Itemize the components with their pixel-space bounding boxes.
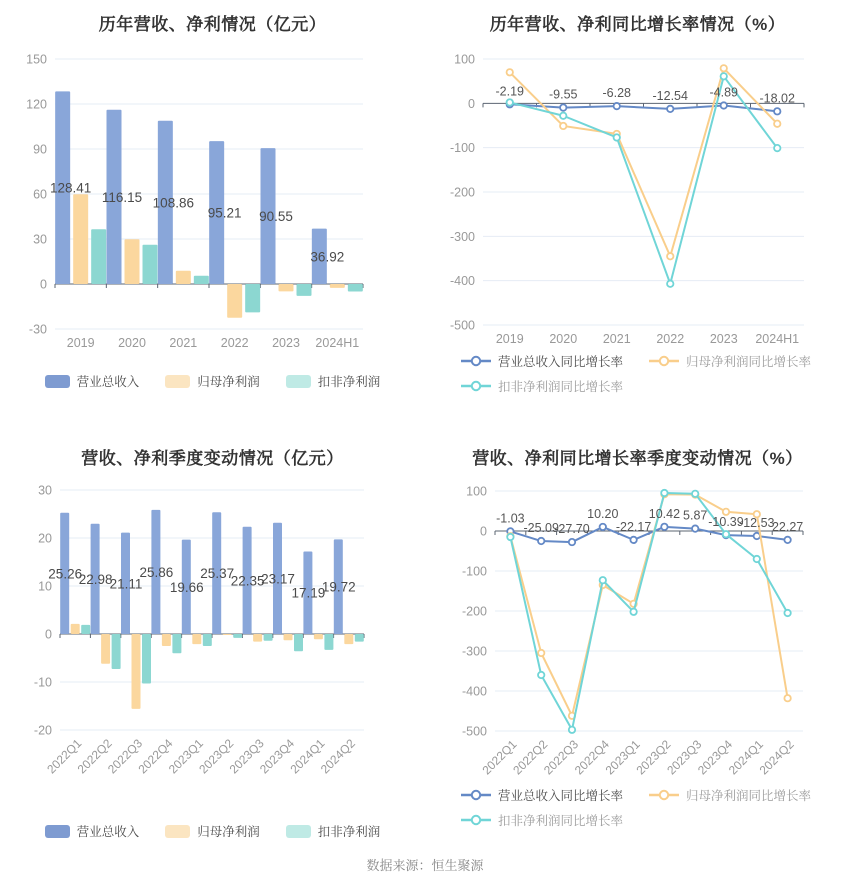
legend-label: 营业总收入同比增长率 bbox=[498, 355, 624, 369]
svg-text:100: 100 bbox=[454, 52, 475, 67]
bar[interactable] bbox=[294, 634, 303, 651]
bar[interactable] bbox=[192, 634, 201, 644]
quarterly-growth-chart-canvas bbox=[425, 430, 850, 845]
svg-text:2023: 2023 bbox=[709, 332, 738, 346]
line-marker-icon bbox=[461, 355, 491, 367]
data-point[interactable] bbox=[754, 556, 760, 562]
x-axis-labels bbox=[496, 332, 799, 346]
data-point[interactable] bbox=[721, 73, 727, 79]
svg-text:0: 0 bbox=[468, 96, 475, 111]
bar-swatch-icon bbox=[45, 375, 70, 388]
svg-text:22.98: 22.98 bbox=[78, 571, 113, 587]
svg-text:2022Q1: 2022Q1 bbox=[44, 736, 85, 777]
bar[interactable] bbox=[355, 634, 364, 642]
data-point[interactable] bbox=[600, 524, 606, 530]
data-point[interactable] bbox=[630, 609, 636, 615]
quarterly-values-chart-panel bbox=[0, 430, 425, 845]
data-point[interactable] bbox=[774, 121, 780, 127]
bar[interactable] bbox=[71, 624, 80, 634]
data-point[interactable] bbox=[560, 123, 566, 129]
svg-text:-400: -400 bbox=[461, 684, 487, 699]
svg-text:36.92: 36.92 bbox=[310, 249, 345, 265]
svg-text:-100: -100 bbox=[461, 564, 487, 579]
data-point[interactable] bbox=[661, 524, 667, 530]
svg-text:2024Q1: 2024Q1 bbox=[287, 736, 328, 777]
data-point[interactable] bbox=[667, 253, 673, 259]
legend-label: 扣非净利润同比增长率 bbox=[498, 814, 624, 828]
y-grid bbox=[34, 484, 364, 738]
svg-text:-300: -300 bbox=[449, 229, 475, 244]
svg-text:2022: 2022 bbox=[656, 332, 685, 346]
x-axis-labels bbox=[67, 336, 360, 350]
svg-text:-12.53: -12.53 bbox=[739, 516, 775, 531]
svg-text:19.72: 19.72 bbox=[321, 579, 356, 595]
svg-text:2023Q2: 2023Q2 bbox=[196, 736, 237, 777]
bar[interactable] bbox=[143, 245, 158, 284]
legend-item-1[interactable] bbox=[165, 372, 260, 390]
svg-text:10: 10 bbox=[38, 579, 52, 594]
line-marker-icon bbox=[461, 789, 491, 801]
bar[interactable] bbox=[125, 239, 140, 284]
data-point[interactable] bbox=[507, 69, 513, 75]
bar-swatch-icon bbox=[45, 825, 70, 838]
svg-text:2023: 2023 bbox=[272, 336, 300, 350]
svg-text:2022Q4: 2022Q4 bbox=[571, 737, 612, 778]
svg-text:0: 0 bbox=[40, 277, 47, 292]
bar[interactable] bbox=[279, 284, 294, 291]
svg-text:22.27: 22.27 bbox=[771, 519, 804, 534]
legend-label: 归母净利润 bbox=[197, 375, 260, 389]
chart-legend bbox=[461, 786, 839, 829]
data-point[interactable] bbox=[507, 99, 513, 105]
data-source-note: 数据来源：恒生聚源 bbox=[366, 858, 484, 873]
bar-swatch-icon bbox=[286, 825, 311, 838]
svg-text:-30: -30 bbox=[28, 322, 47, 337]
bar[interactable] bbox=[324, 634, 333, 650]
svg-text:19.66: 19.66 bbox=[169, 579, 204, 595]
legend-item-2[interactable] bbox=[461, 377, 623, 395]
data-point[interactable] bbox=[692, 525, 698, 531]
svg-text:2022: 2022 bbox=[220, 336, 249, 350]
legend-label: 归母净利润同比增长率 bbox=[686, 355, 812, 369]
data-point[interactable] bbox=[754, 533, 760, 539]
svg-text:2020: 2020 bbox=[549, 332, 578, 346]
legend-label: 归母净利润同比增长率 bbox=[686, 789, 812, 803]
line-marker-icon bbox=[649, 789, 679, 801]
bar[interactable] bbox=[344, 634, 353, 644]
bar[interactable] bbox=[91, 229, 106, 284]
svg-text:90.55: 90.55 bbox=[259, 209, 293, 225]
data-point[interactable] bbox=[667, 281, 673, 287]
data-point[interactable] bbox=[538, 672, 544, 678]
svg-text:2023Q3: 2023Q3 bbox=[226, 736, 267, 777]
svg-text:-10: -10 bbox=[33, 675, 52, 690]
svg-text:2019: 2019 bbox=[66, 336, 95, 350]
data-point[interactable] bbox=[721, 102, 727, 108]
data-point[interactable] bbox=[667, 106, 673, 112]
svg-text:2019: 2019 bbox=[495, 332, 524, 346]
bar-swatch-icon bbox=[286, 375, 311, 388]
bar[interactable] bbox=[172, 634, 181, 653]
svg-text:25.86: 25.86 bbox=[139, 564, 174, 580]
legend-item-1[interactable] bbox=[165, 822, 260, 840]
data-point[interactable] bbox=[614, 103, 620, 109]
svg-text:-1.03: -1.03 bbox=[496, 511, 525, 526]
quarterly-growth-chart-panel bbox=[425, 430, 850, 845]
bar[interactable] bbox=[203, 634, 212, 646]
bar[interactable] bbox=[176, 271, 191, 284]
svg-text:5.87: 5.87 bbox=[683, 508, 708, 523]
legend-item-1[interactable] bbox=[649, 786, 811, 804]
legend-label: 营业总收入 bbox=[76, 825, 140, 839]
bar[interactable] bbox=[330, 284, 345, 288]
svg-text:25.37: 25.37 bbox=[200, 566, 235, 582]
svg-text:2022Q3: 2022Q3 bbox=[105, 736, 146, 777]
chart-title: 营收、净利同比增长率季度变动情况（%） bbox=[472, 449, 803, 468]
data-point[interactable] bbox=[774, 145, 780, 151]
svg-text:2023Q4: 2023Q4 bbox=[695, 737, 736, 778]
svg-text:-200: -200 bbox=[461, 604, 487, 619]
data-point[interactable] bbox=[784, 695, 790, 701]
svg-text:108.86: 108.86 bbox=[152, 195, 194, 211]
data-point[interactable] bbox=[569, 727, 575, 733]
svg-text:-100: -100 bbox=[449, 141, 475, 156]
legend-label: 营业总收入同比增长率 bbox=[498, 789, 624, 803]
svg-text:30: 30 bbox=[38, 483, 52, 498]
bar[interactable] bbox=[101, 634, 110, 664]
bar[interactable] bbox=[348, 284, 363, 292]
svg-text:2023Q4: 2023Q4 bbox=[257, 736, 298, 777]
bar[interactable] bbox=[264, 634, 273, 641]
bar[interactable] bbox=[227, 284, 242, 318]
data-point[interactable] bbox=[723, 531, 729, 537]
legend-label: 归母净利润 bbox=[197, 825, 260, 839]
x-axis-labels bbox=[479, 737, 797, 777]
chart-title: 历年营收、净利同比增长率情况（%） bbox=[489, 15, 786, 34]
quarterly-values-chart-canvas bbox=[0, 430, 425, 845]
svg-text:2024H1: 2024H1 bbox=[315, 336, 360, 350]
chart-legend bbox=[461, 352, 839, 395]
legend-item-0[interactable] bbox=[45, 372, 140, 390]
svg-text:-4.89: -4.89 bbox=[709, 85, 738, 100]
svg-text:90: 90 bbox=[33, 142, 47, 157]
data-point[interactable] bbox=[784, 537, 790, 543]
data-point[interactable] bbox=[774, 108, 780, 114]
data-point[interactable] bbox=[692, 491, 698, 497]
bar[interactable] bbox=[81, 625, 90, 634]
svg-text:-9.55: -9.55 bbox=[549, 87, 578, 102]
svg-text:95.21: 95.21 bbox=[207, 205, 242, 221]
data-point[interactable] bbox=[723, 509, 729, 515]
svg-text:150: 150 bbox=[26, 52, 47, 67]
bar[interactable] bbox=[112, 634, 121, 669]
legend-label: 营业总收入 bbox=[76, 375, 140, 389]
data-point[interactable] bbox=[538, 538, 544, 544]
bar[interactable] bbox=[233, 634, 242, 638]
bar[interactable] bbox=[73, 194, 88, 284]
line-series-1 bbox=[507, 65, 781, 259]
data-point[interactable] bbox=[560, 113, 566, 119]
svg-text:2024H1: 2024H1 bbox=[755, 332, 800, 346]
svg-text:2024Q1: 2024Q1 bbox=[725, 737, 766, 778]
bar[interactable] bbox=[253, 634, 262, 642]
svg-text:2024Q2: 2024Q2 bbox=[756, 737, 797, 778]
svg-text:116.15: 116.15 bbox=[101, 189, 143, 205]
svg-text:10.20: 10.20 bbox=[587, 506, 619, 521]
data-point[interactable] bbox=[630, 537, 636, 543]
annual-values-chart-panel bbox=[0, 0, 425, 430]
bar-swatch-icon bbox=[165, 825, 190, 838]
line-marker-icon bbox=[461, 814, 491, 826]
legend-label: 扣非净利润 bbox=[317, 825, 381, 839]
svg-text:-2.19: -2.19 bbox=[495, 84, 524, 99]
x-axis-labels bbox=[44, 736, 358, 776]
svg-text:-500: -500 bbox=[449, 318, 475, 333]
bar[interactable] bbox=[314, 634, 323, 639]
svg-text:-20: -20 bbox=[33, 723, 52, 738]
svg-text:-500: -500 bbox=[461, 724, 487, 739]
line-marker-icon bbox=[461, 380, 491, 392]
chart-title: 营收、净利季度变动情况（亿元） bbox=[81, 449, 344, 468]
legend-label: 扣非净利润 bbox=[317, 375, 381, 389]
svg-text:21.11: 21.11 bbox=[109, 576, 143, 592]
svg-text:2022Q1: 2022Q1 bbox=[479, 737, 520, 778]
data-point[interactable] bbox=[569, 539, 575, 545]
annual-growth-chart-panel bbox=[425, 0, 850, 430]
svg-text:120: 120 bbox=[26, 97, 47, 112]
svg-text:10.42: 10.42 bbox=[648, 506, 681, 521]
svg-text:-18.02: -18.02 bbox=[759, 91, 795, 106]
svg-text:60: 60 bbox=[33, 187, 47, 202]
svg-text:22.35: 22.35 bbox=[230, 573, 265, 589]
legend-item-0[interactable] bbox=[45, 822, 140, 840]
data-point[interactable] bbox=[784, 610, 790, 616]
svg-text:-22.17: -22.17 bbox=[615, 519, 652, 534]
chart-legend bbox=[0, 822, 425, 840]
svg-text:-300: -300 bbox=[461, 644, 487, 659]
data-point[interactable] bbox=[600, 577, 606, 583]
bar[interactable] bbox=[132, 634, 141, 709]
svg-text:2023Q2: 2023Q2 bbox=[633, 737, 674, 778]
svg-text:2022Q4: 2022Q4 bbox=[135, 736, 176, 777]
svg-text:30: 30 bbox=[33, 232, 47, 247]
svg-text:2022Q3: 2022Q3 bbox=[541, 737, 582, 778]
legend-item-0[interactable] bbox=[461, 352, 623, 370]
svg-text:20: 20 bbox=[38, 531, 52, 546]
svg-text:25.26: 25.26 bbox=[48, 566, 83, 582]
bar[interactable] bbox=[194, 276, 209, 284]
data-point[interactable] bbox=[721, 65, 727, 71]
svg-text:2023Q1: 2023Q1 bbox=[165, 736, 206, 777]
bar[interactable] bbox=[223, 634, 232, 635]
data-point[interactable] bbox=[560, 104, 566, 110]
chart-title: 历年营收、净利情况（亿元） bbox=[98, 15, 327, 34]
bar[interactable] bbox=[297, 284, 312, 296]
bar-swatch-icon bbox=[165, 375, 190, 388]
svg-text:100: 100 bbox=[466, 484, 487, 499]
legend-item-0[interactable] bbox=[461, 786, 623, 804]
bar[interactable] bbox=[162, 634, 171, 646]
legend-item-2[interactable] bbox=[286, 372, 381, 390]
svg-text:2021: 2021 bbox=[602, 332, 631, 346]
svg-text:-25.09: -25.09 bbox=[523, 521, 559, 536]
svg-text:2022Q2: 2022Q2 bbox=[510, 737, 551, 778]
svg-text:23.17: 23.17 bbox=[261, 571, 295, 587]
legend-item-1[interactable] bbox=[649, 352, 811, 370]
svg-text:2023Q1: 2023Q1 bbox=[602, 737, 643, 778]
svg-text:-200: -200 bbox=[449, 185, 475, 200]
svg-text:2024Q2: 2024Q2 bbox=[317, 736, 358, 777]
line-marker-icon bbox=[649, 355, 679, 367]
svg-text:-400: -400 bbox=[449, 274, 475, 289]
chart-legend bbox=[0, 372, 425, 390]
data-point[interactable] bbox=[661, 490, 667, 496]
legend-item-2[interactable] bbox=[461, 811, 623, 829]
svg-text:2021: 2021 bbox=[169, 336, 198, 350]
bar[interactable] bbox=[245, 284, 260, 312]
svg-text:128.41: 128.41 bbox=[50, 180, 92, 196]
data-point[interactable] bbox=[538, 650, 544, 656]
data-point[interactable] bbox=[507, 534, 513, 540]
annual-values-chart-canvas bbox=[0, 0, 425, 430]
bar[interactable] bbox=[142, 634, 151, 683]
x-axis-ticks bbox=[55, 284, 363, 288]
svg-text:2020: 2020 bbox=[118, 336, 146, 350]
svg-text:0: 0 bbox=[45, 627, 52, 642]
legend-label: 扣非净利润同比增长率 bbox=[498, 380, 624, 394]
svg-text:-27.70: -27.70 bbox=[554, 522, 590, 537]
svg-text:-6.28: -6.28 bbox=[602, 86, 631, 101]
data-point[interactable] bbox=[614, 134, 620, 140]
legend-item-2[interactable] bbox=[286, 822, 381, 840]
svg-text:2023Q3: 2023Q3 bbox=[664, 737, 705, 778]
svg-text:-10.39: -10.39 bbox=[708, 515, 744, 530]
bar[interactable] bbox=[284, 634, 293, 640]
svg-text:17.19: 17.19 bbox=[291, 585, 326, 601]
svg-text:2022Q2: 2022Q2 bbox=[74, 736, 115, 777]
svg-text:0: 0 bbox=[480, 524, 487, 539]
svg-text:-12.54: -12.54 bbox=[652, 88, 688, 103]
